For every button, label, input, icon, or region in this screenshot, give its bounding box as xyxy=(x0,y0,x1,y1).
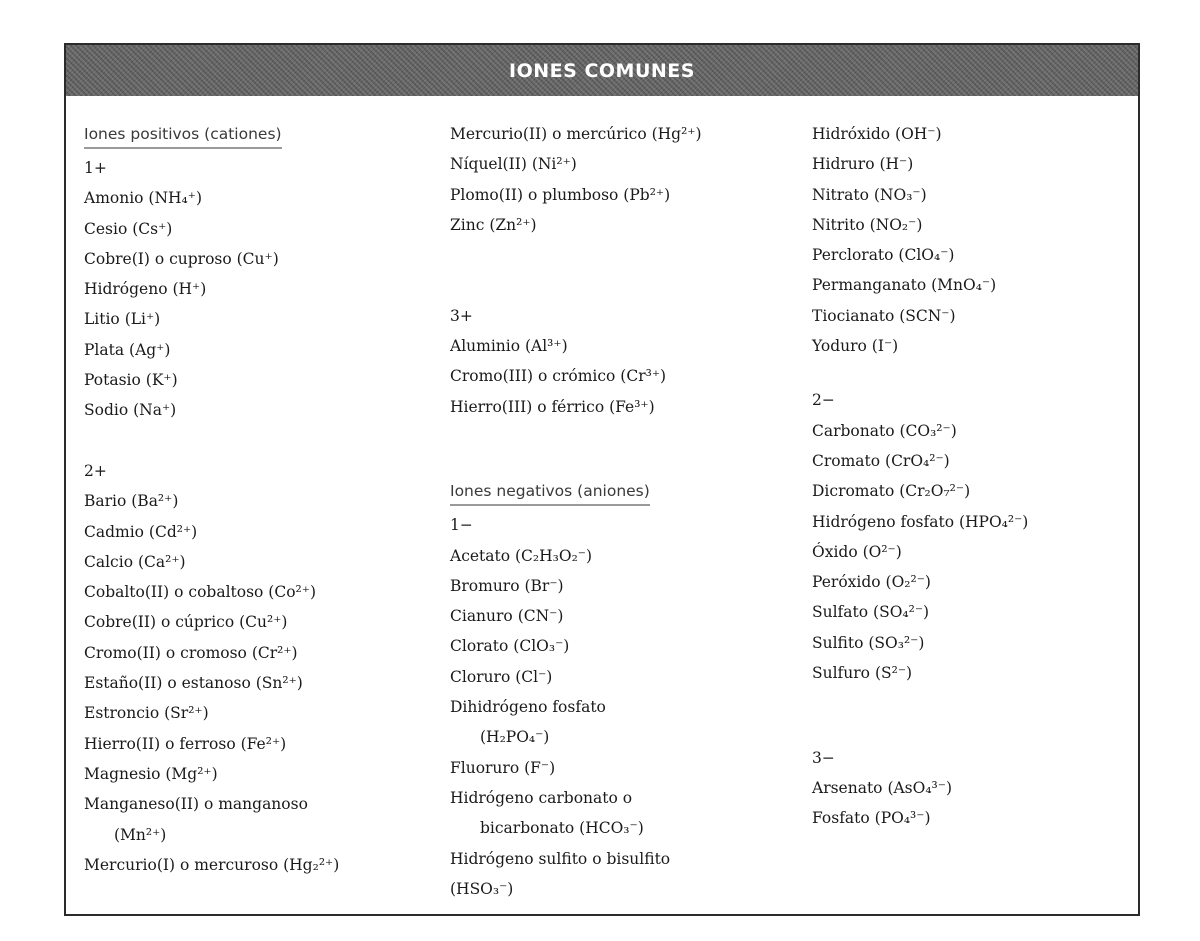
ion-item: Sodio (Na⁺) xyxy=(84,401,177,420)
ion-item: Bario (Ba²⁺) xyxy=(84,492,179,511)
ion-item: Perclorato (ClO₄⁻) xyxy=(812,246,955,265)
ion-item: Sulfuro (S²⁻) xyxy=(812,664,913,683)
column-right xyxy=(812,119,1132,834)
ion-item: Plomo(II) o plumboso (Pb²⁺) xyxy=(450,185,671,204)
ion-item: Arsenato (AsO₄³⁻) xyxy=(812,778,952,797)
ion-item: Cesio (Cs⁺) xyxy=(84,219,173,238)
ion-item: Cobalto(II) o cobaltoso (Co²⁺) xyxy=(84,583,316,602)
ion-item: Cadmio (Cd²⁺) xyxy=(84,522,198,541)
ion-item: Mercurio(II) o mercúrico (Hg²⁺) xyxy=(450,125,702,143)
ion-item: Potasio (K⁺) xyxy=(84,371,178,390)
ion-item: Carbonato (CO₃²⁻) xyxy=(812,421,957,440)
charge-label: 2− xyxy=(812,391,835,410)
ion-item-continuation: (H₂PO₄⁻) xyxy=(480,728,550,747)
ion-item: Hierro(II) o ferroso (Fe²⁺) xyxy=(84,734,287,753)
ion-item-continuation: (HSO₃⁻) xyxy=(450,879,514,898)
ion-item: Zinc (Zn²⁺) xyxy=(450,215,537,234)
ion-item: Dicromato (Cr₂O₇²⁻) xyxy=(812,482,971,501)
ion-item: Amonio (NH₄⁺) xyxy=(84,189,202,208)
charge-label: 1− xyxy=(450,516,473,535)
ion-item: Cobre(I) o cuproso (Cu⁺) xyxy=(84,249,279,268)
ion-item: Peróxido (O₂²⁻) xyxy=(812,573,931,592)
charge-label: 1+ xyxy=(84,159,107,177)
ion-item: Cianuro (CN⁻) xyxy=(450,607,564,626)
ion-item: Permanganato (MnO₄⁻) xyxy=(812,276,997,295)
column-middle xyxy=(450,119,790,904)
ion-item: Bromuro (Br⁻) xyxy=(450,576,564,595)
ion-item: Cloruro (Cl⁻) xyxy=(450,667,553,686)
ion-item: Mercurio(I) o mercuroso (Hg₂²⁺) xyxy=(84,855,340,874)
section-heading-anions: Iones negativos (aniones) xyxy=(450,476,790,510)
ion-item: Hidróxido (OH⁻) xyxy=(812,125,942,143)
ion-item: Fosfato (PO₄³⁻) xyxy=(812,809,931,828)
ion-item: Litio (Li⁺) xyxy=(84,310,161,329)
section-heading-cations: Iones positivos (cationes) xyxy=(84,119,424,153)
ion-item: Cromato (CrO₄²⁻) xyxy=(812,451,950,470)
ion-item: Sulfito (SO₃²⁻) xyxy=(812,633,925,652)
ion-item: Estaño(II) o estanoso (Sn²⁺) xyxy=(84,674,303,693)
ion-item: Manganeso(II) o manganoso xyxy=(84,795,308,814)
ion-item: Cobre(II) o cúprico (Cu²⁺) xyxy=(84,613,288,632)
ion-item-continuation: bicarbonato (HCO₃⁻) xyxy=(480,819,644,838)
ion-item: Tiocianato (SCN⁻) xyxy=(812,306,956,325)
ion-item: Plata (Ag⁺) xyxy=(84,340,171,359)
ion-item: Cromo(III) o crómico (Cr³⁺) xyxy=(450,367,667,386)
ion-item: Sulfato (SO₄²⁻) xyxy=(812,603,930,622)
ion-item: Yoduro (I⁻) xyxy=(812,337,899,356)
ion-item: Cromo(II) o cromoso (Cr²⁺) xyxy=(84,643,298,662)
ion-item: Estroncio (Sr²⁺) xyxy=(84,704,209,723)
ion-item: Magnesio (Mg²⁺) xyxy=(84,764,218,783)
ion-item: Hidruro (H⁻) xyxy=(812,155,914,174)
ion-item: Clorato (ClO₃⁻) xyxy=(450,637,570,656)
ion-item: Nitrito (NO₂⁻) xyxy=(812,215,923,234)
column-left xyxy=(84,119,424,880)
ion-item: Óxido (O²⁻) xyxy=(812,542,902,561)
ion-item: Dihidrógeno fosfato xyxy=(450,698,606,717)
ion-item: Nitrato (NO₃⁻) xyxy=(812,185,927,204)
ion-item: Fluoruro (F⁻) xyxy=(450,758,556,777)
table-title: IONES COMUNES xyxy=(509,59,695,82)
ion-item: Níquel(II) (Ni²⁺) xyxy=(450,155,577,174)
ion-item: Acetato (C₂H₃O₂⁻) xyxy=(450,546,593,565)
ion-item: Aluminio (Al³⁺) xyxy=(450,337,568,356)
ion-item: Hierro(III) o férrico (Fe³⁺) xyxy=(450,397,655,416)
ion-item: Calcio (Ca²⁺) xyxy=(84,552,186,571)
ion-item: Hidrógeno fosfato (HPO₄²⁻) xyxy=(812,512,1029,531)
ion-item-continuation: (Mn²⁺) xyxy=(114,825,167,844)
charge-label: 3+ xyxy=(450,306,473,325)
charge-label: 2+ xyxy=(84,461,107,480)
ion-item: Hidrógeno carbonato o xyxy=(450,788,633,807)
ion-item: Hidrógeno (H⁺) xyxy=(84,280,207,299)
table-header xyxy=(66,45,1138,96)
charge-label: 3− xyxy=(812,748,835,767)
ion-table xyxy=(64,43,1140,916)
ion-item: Hidrógeno sulfito o bisulfito xyxy=(450,849,671,868)
